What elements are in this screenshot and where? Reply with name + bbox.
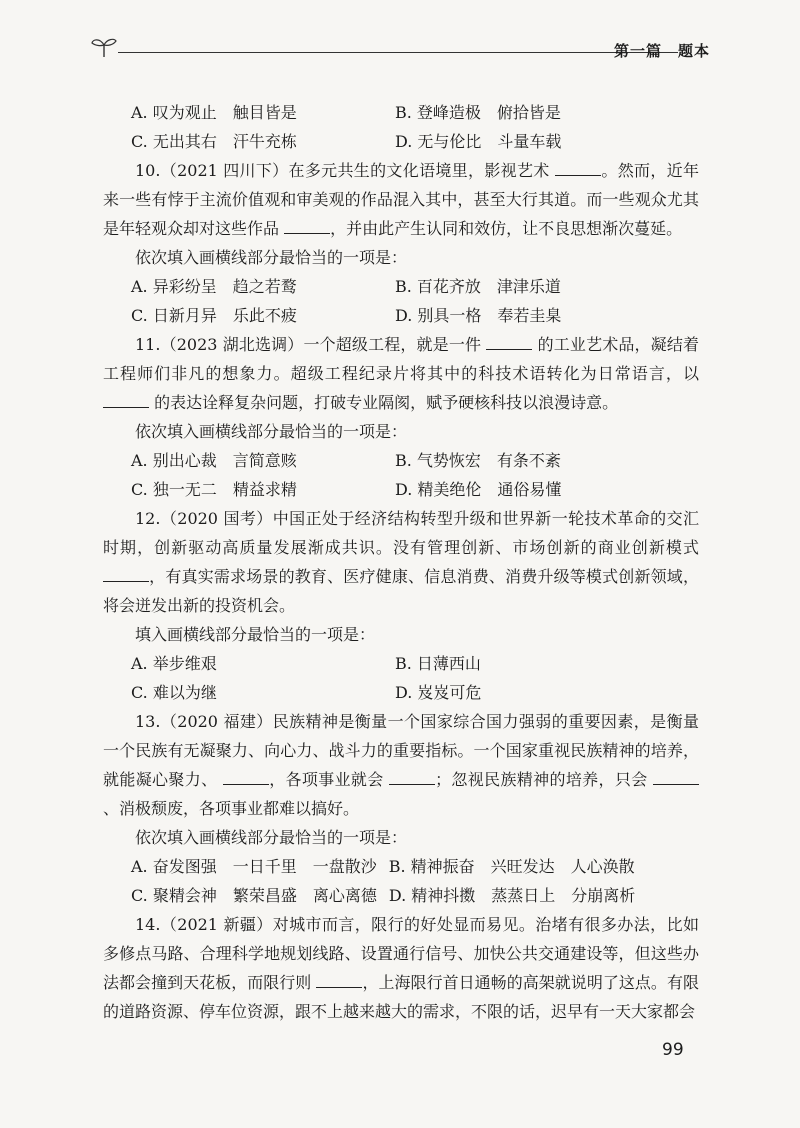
option: D. 岌岌可危 [395, 683, 482, 702]
option-row [103, 98, 699, 127]
question-10: 10.（2021 四川下）在多元共生的文化语境里，影视艺术 。然而，近年来一些有悖于主流价值观和审美观的作品混入其中，甚至大行其道。而一些观众尤其是年轻观众却对这些作品 ，并由此产生认同和效仿，让不良思想渐次蔓延。 [103, 161, 699, 238]
option: A. 异彩纷呈 趋之若鹜 [131, 277, 297, 296]
answer-blank [316, 973, 362, 988]
option: C. 难以为继 [131, 683, 217, 702]
option: B. 精神振奋 兴旺发达 人心涣散 [388, 857, 635, 876]
question-stem: 依次填入画横线部分最恰当的一项是： [135, 828, 408, 847]
option: D. 精美绝伦 通俗易懂 [395, 480, 562, 499]
option-row [103, 852, 699, 881]
answer-blank [555, 161, 601, 176]
question-13: 13.（2020 福建）民族精神是衡量一个国家综合国力强弱的重要因素，是衡量一个民族有无凝聚力、向心力、战斗力的重要指标。一个国家重视民族精神的培养，就能凝心聚力、 ，各项事业就会 ；忽视民族精神的培养，只会 、消极颓废，各项事业都难以搞好。 [103, 712, 699, 818]
option: B. 百花齐放 津津乐道 [395, 277, 561, 296]
option: B. 登峰造极 俯拾皆是 [395, 103, 561, 122]
option: B. 气势恢宏 有条不紊 [395, 451, 561, 470]
option: A. 奋发图强 一日千里 一盘散沙 [131, 857, 377, 876]
option-row [103, 127, 699, 156]
option: A. 叹为观止 触目皆是 [131, 103, 297, 122]
option-row [103, 678, 699, 707]
sprout-icon [90, 36, 118, 58]
option: B. 日薄西山 [395, 654, 481, 673]
option-row [103, 649, 699, 678]
answer-blank [223, 770, 269, 785]
question-stem: 依次填入画横线部分最恰当的一项是： [135, 248, 408, 267]
question-14: 14.（2021 新疆）对城市而言，限行的好处显而易见。治堵有很多办法，比如多修点马路、合理科学地规划线路、设置通行信号、加快公共交通建设等，但这些办法都会撞到天花板，而限行则 ，上海限行首日通畅的高架就说明了这点。有限的道路资源、停车位资源，跟不上越来越大的需求，不限的话，迟早有一天大家都会 [103, 915, 699, 1021]
option: D. 无与伦比 斗量车载 [395, 132, 562, 151]
option-row [103, 272, 699, 301]
page-header [90, 30, 710, 70]
option: D. 精神抖擞 蒸蒸日上 分崩离析 [388, 886, 636, 905]
option-row [103, 475, 699, 504]
option: A. 别出心裁 言简意赅 [131, 451, 297, 470]
question-stem: 填入画横线部分最恰当的一项是： [135, 625, 376, 644]
answer-blank [103, 393, 149, 408]
answer-blank [284, 219, 330, 234]
page-number: 99 [662, 1040, 684, 1060]
option-row [103, 301, 699, 330]
section-title: 第一篇 题本 [613, 42, 710, 60]
option-row [103, 881, 699, 910]
option: A. 举步维艰 [131, 654, 217, 673]
option: D. 别具一格 奉若圭臬 [395, 306, 562, 325]
answer-blank [486, 335, 532, 350]
answer-blank [103, 567, 149, 582]
option: C. 无出其右 汗牛充栋 [131, 132, 297, 151]
answer-blank [653, 770, 699, 785]
page-content [103, 98, 699, 1026]
option-row [103, 446, 699, 475]
question-stem: 依次填入画横线部分最恰当的一项是： [135, 422, 408, 441]
option: C. 日新月异 乐此不疲 [131, 306, 297, 325]
option: C. 聚精会神 繁荣昌盛 离心离德 [131, 886, 377, 905]
header-rule [118, 52, 678, 53]
option: C. 独一无二 精益求精 [131, 480, 297, 499]
question-12: 12.（2020 国考）中国正处于经济结构转型升级和世界新一轮技术革命的交汇时期，创新驱动高质量发展渐成共识。没有管理创新、市场创新的商业创新模式 ，有真实需求场景的教育、医疗健康、信息消费、消费升级等模式创新领域，将会迸发出新的投资机会。 [103, 509, 699, 615]
answer-blank [389, 770, 435, 785]
question-11: 11.（2023 湖北选调）一个超级工程，就是一件 的工业艺术品，凝结着工程师们非凡的想象力。超级工程纪录片将其中的科技术语转化为日常语言，以 的表达诠释复杂问题，打破专业隔阂，赋予硬核科技以浪漫诗意。 [103, 335, 699, 412]
